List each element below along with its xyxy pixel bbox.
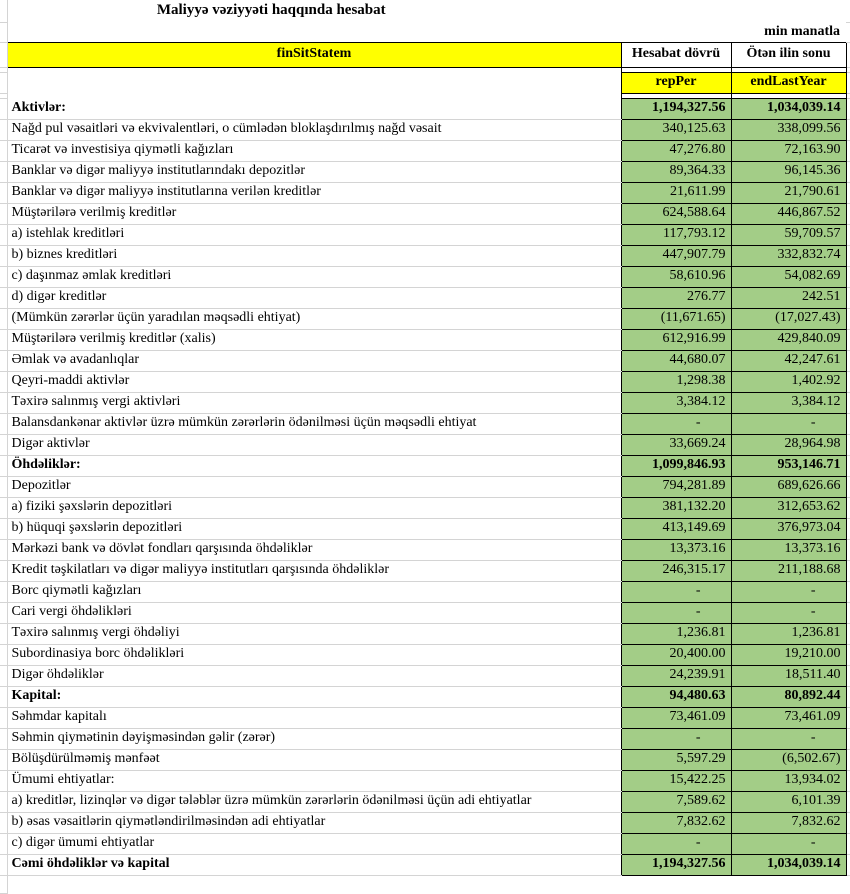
table-row (0, 644, 850, 665)
cell-end-of-last-year: 429,840.09 (731, 329, 846, 350)
row-label: c) daşınmaz əmlak kreditləri (7, 266, 621, 287)
header-reporting-period: Hesabat dövrü (621, 42, 731, 67)
table-row (0, 833, 850, 854)
cell-reporting-period: 340,125.63 (621, 119, 731, 140)
table-row (0, 560, 850, 581)
gutter-cell (0, 72, 7, 93)
cell-end-of-last-year: - (731, 413, 846, 434)
gutter-cell (0, 182, 7, 203)
gutter-cell (0, 749, 7, 770)
table-row (0, 602, 850, 623)
table-row (0, 728, 850, 749)
code-reporting-period: repPer (621, 72, 731, 93)
row-label: Öhdəliklər: (7, 455, 621, 476)
cell-end-of-last-year: 13,934.02 (731, 770, 846, 791)
edge-cell (846, 98, 850, 119)
table-row (0, 518, 850, 539)
table-row (0, 350, 850, 371)
table-row (0, 161, 850, 182)
cell-end-of-last-year: 446,867.52 (731, 203, 846, 224)
gutter-cell (0, 350, 7, 371)
gutter-cell (0, 287, 7, 308)
cell-end-of-last-year: 953,146.71 (731, 455, 846, 476)
edge-cell (846, 308, 850, 329)
edge-cell (846, 539, 850, 560)
cell-end-of-last-year: 96,145.36 (731, 161, 846, 182)
row-label: Digər aktivlər (7, 434, 621, 455)
cell-reporting-period: 89,364.33 (621, 161, 731, 182)
table-row (0, 455, 850, 476)
row-label: b) əsas vəsaitlərin qiymətləndirilməsindən adi ehtiyatlar (7, 812, 621, 833)
edge-cell (846, 245, 850, 266)
cell-reporting-period: 3,384.12 (621, 392, 731, 413)
table-row (0, 329, 850, 350)
table-row (0, 434, 850, 455)
table-row (0, 224, 850, 245)
row-label: Banklar və digər maliyyə institutlarındakı depozitlər (7, 161, 621, 182)
table-row (0, 308, 850, 329)
edge-cell (846, 350, 850, 371)
gutter-cell (0, 707, 7, 728)
cell-end-of-last-year: 3,384.12 (731, 392, 846, 413)
cell-end-of-last-year: 1,034,039.14 (731, 98, 846, 119)
table-row (0, 140, 850, 161)
gutter-cell (0, 245, 7, 266)
edge-cell (846, 119, 850, 140)
gutter-cell (0, 791, 7, 812)
cell-reporting-period: 1,298.38 (621, 371, 731, 392)
cell-reporting-period: 276.77 (621, 287, 731, 308)
cell-end-of-last-year: 689,626.66 (731, 476, 846, 497)
cell-end-of-last-year: 21,790.61 (731, 182, 846, 203)
title-row (0, 0, 850, 22)
edge-cell (846, 392, 850, 413)
gutter-cell (0, 833, 7, 854)
edge-cell (846, 203, 850, 224)
edge-cell (846, 476, 850, 497)
cell-reporting-period: 1,099,846.93 (621, 455, 731, 476)
cell-reporting-period: 7,832.62 (621, 812, 731, 833)
edge-cell (846, 770, 850, 791)
gutter-cell (0, 22, 7, 42)
table-row (0, 245, 850, 266)
edge-cell (846, 665, 850, 686)
cell-end-of-last-year: 73,461.09 (731, 707, 846, 728)
edge-cell (846, 728, 850, 749)
gutter-cell (0, 371, 7, 392)
row-label: a) kreditlər, lizinqlər və digər tələblər üzrə mümkün zərərlərin ödənilməsi üçün adi ehtiyatlar (7, 791, 621, 812)
header-statement-name: finSitStatem (7, 42, 621, 67)
edge-cell (846, 497, 850, 518)
header-rows (0, 0, 850, 98)
edge-cell (846, 329, 850, 350)
table-row (0, 791, 850, 812)
gutter-cell (0, 770, 7, 791)
row-label: Banklar və digər maliyyə institutlarına verilən kreditlər (7, 182, 621, 203)
cell-reporting-period: - (621, 602, 731, 623)
cell-end-of-last-year: 312,653.62 (731, 497, 846, 518)
gutter-cell (0, 203, 7, 224)
gutter-cell (0, 665, 7, 686)
gutter-cell (0, 98, 7, 119)
edge-cell (846, 791, 850, 812)
cell-end-of-last-year: 59,709.57 (731, 224, 846, 245)
edge-cell (846, 854, 850, 875)
row-label: Borc qiymətli kağızları (7, 581, 621, 602)
gutter-cell (0, 518, 7, 539)
cell-reporting-period: 33,669.24 (621, 434, 731, 455)
table-row (0, 413, 850, 434)
cell-reporting-period: 413,149.69 (621, 518, 731, 539)
cell-end-of-last-year: 338,099.56 (731, 119, 846, 140)
edge-cell (846, 72, 850, 93)
row-label: Qeyri-maddi aktivlər (7, 371, 621, 392)
gutter-cell (0, 266, 7, 287)
table-row (0, 287, 850, 308)
cell-reporting-period: - (621, 413, 731, 434)
edge-cell (846, 371, 850, 392)
edge-cell (846, 560, 850, 581)
table-row (0, 770, 850, 791)
table-row (0, 707, 850, 728)
cell-reporting-period: 612,916.99 (621, 329, 731, 350)
gutter-cell (0, 476, 7, 497)
edge-cell (846, 518, 850, 539)
table-row (0, 497, 850, 518)
edge-cell (846, 455, 850, 476)
row-label: Subordinasiya borc öhdəlikləri (7, 644, 621, 665)
row-label: Aktivlər: (7, 98, 621, 119)
gutter-cell (0, 42, 7, 67)
cell-end-of-last-year: - (731, 602, 846, 623)
header-end-of-last-year: Ötən ilin sonu (731, 42, 846, 67)
gutter-cell (0, 392, 7, 413)
row-label: Mərkəzi bank və dövlət fondları qarşısında öhdəliklər (7, 539, 621, 560)
cell-reporting-period: 94,480.63 (621, 686, 731, 707)
row-label: Ticarət və investisiya qiymətli kağızları (7, 140, 621, 161)
table-row (0, 182, 850, 203)
cell-reporting-period: 447,907.79 (621, 245, 731, 266)
cell-reporting-period: - (621, 728, 731, 749)
gutter-cell (0, 413, 7, 434)
row-label: Cari vergi öhdəlikləri (7, 602, 621, 623)
cell-reporting-period: 21,611.99 (621, 182, 731, 203)
edge-cell (846, 707, 850, 728)
code-row (0, 72, 850, 93)
row-label: a) istehlak kreditləri (7, 224, 621, 245)
edge-cell (846, 581, 850, 602)
cell-reporting-period: 117,793.12 (621, 224, 731, 245)
cell-end-of-last-year: - (731, 581, 846, 602)
cell-end-of-last-year: (6,502.67) (731, 749, 846, 770)
cell-reporting-period: 20,400.00 (621, 644, 731, 665)
cell-reporting-period: 24,239.91 (621, 665, 731, 686)
gutter-cell (0, 119, 7, 140)
cell-reporting-period: 1,194,327.56 (621, 98, 731, 119)
table-row (0, 476, 850, 497)
edge-cell (846, 140, 850, 161)
edge-cell (846, 42, 850, 67)
edge-cell (846, 812, 850, 833)
edge-cell (846, 22, 850, 42)
cell-end-of-last-year: 13,373.16 (731, 539, 846, 560)
cell-reporting-period: 246,315.17 (621, 560, 731, 581)
footer-rows (0, 875, 850, 893)
cell-end-of-last-year: 376,973.04 (731, 518, 846, 539)
gutter-cell (0, 854, 7, 875)
cell-reporting-period: 13,373.16 (621, 539, 731, 560)
table-row (0, 749, 850, 770)
cell-end-of-last-year: 1,402.92 (731, 371, 846, 392)
cell-reporting-period: 794,281.89 (621, 476, 731, 497)
gutter-cell (0, 161, 7, 182)
gutter-cell (0, 308, 7, 329)
gutter-cell (0, 623, 7, 644)
unit-row (0, 22, 850, 42)
row-label: Səhmdar kapitalı (7, 707, 621, 728)
row-label: Digər öhdəliklər (7, 665, 621, 686)
cell-end-of-last-year: 18,511.40 (731, 665, 846, 686)
row-label: Səhmin qiymətinin dəyişməsindən gəlir (zərər) (7, 728, 621, 749)
cell-reporting-period: 58,610.96 (621, 266, 731, 287)
gutter-cell (0, 686, 7, 707)
table-body (0, 98, 850, 875)
edge-cell (846, 833, 850, 854)
edge-cell (846, 266, 850, 287)
edge-cell (846, 413, 850, 434)
table-row (0, 581, 850, 602)
cell-end-of-last-year: 80,892.44 (731, 686, 846, 707)
table-row (0, 812, 850, 833)
cell-reporting-period: - (621, 581, 731, 602)
row-label: c) digər ümumi ehtiyatlar (7, 833, 621, 854)
row-label: Nağd pul vəsaitləri və ekvivalentləri, o cümlədən bloklaşdırılmış nağd vəsait (7, 119, 621, 140)
gutter-cell (0, 602, 7, 623)
code-end-of-last-year: endLastYear (731, 72, 846, 93)
row-label: b) biznes kreditləri (7, 245, 621, 266)
cell-reporting-period: 73,461.09 (621, 707, 731, 728)
row-label: (Mümkün zərərlər üçün yaradılan məqsədli ehtiyat) (7, 308, 621, 329)
edge-cell (846, 287, 850, 308)
cell-end-of-last-year: 72,163.90 (731, 140, 846, 161)
table-row (0, 623, 850, 644)
cell-end-of-last-year: 7,832.62 (731, 812, 846, 833)
gutter-cell (0, 644, 7, 665)
cell-end-of-last-year: (17,027.43) (731, 308, 846, 329)
gutter-cell (0, 455, 7, 476)
row-label: Kapital: (7, 686, 621, 707)
edge-cell (846, 161, 850, 182)
page-title: Maliyyə vəziyyəti haqqında hesabat (156, 2, 386, 19)
cell-end-of-last-year: - (731, 728, 846, 749)
table-row (0, 665, 850, 686)
gutter-cell (0, 560, 7, 581)
gutter-cell (0, 497, 7, 518)
edge-cell (846, 434, 850, 455)
table-row (0, 119, 850, 140)
cell-reporting-period: 44,680.07 (621, 350, 731, 371)
edge-cell (846, 686, 850, 707)
row-label: Cəmi öhdəliklər və kapital (7, 854, 621, 875)
table-row (0, 392, 850, 413)
edge-cell (846, 623, 850, 644)
edge-cell (846, 602, 850, 623)
row-label: Müştərilərə verilmiş kreditlər (7, 203, 621, 224)
gutter-cell (0, 140, 7, 161)
table-row (0, 539, 850, 560)
cell-reporting-period: 1,194,327.56 (621, 854, 731, 875)
cell-reporting-period: 624,588.64 (621, 203, 731, 224)
row-label: Əmlak və avadanlıqlar (7, 350, 621, 371)
row-label: b) hüquqi şəxslərin depozitləri (7, 518, 621, 539)
cell-end-of-last-year: 19,210.00 (731, 644, 846, 665)
row-label: d) digər kreditlər (7, 287, 621, 308)
bottom-filler-row (0, 875, 850, 893)
cell-end-of-last-year: 42,247.61 (731, 350, 846, 371)
cell-reporting-period: 7,589.62 (621, 791, 731, 812)
cell-reporting-period: - (621, 833, 731, 854)
cell-reporting-period: 5,597.29 (621, 749, 731, 770)
row-label: Balansdankənar aktivlər üzrə mümkün zərərlərin ödənilməsi üçün məqsədli ehtiyat (7, 413, 621, 434)
gutter-cell (0, 224, 7, 245)
cell-end-of-last-year: - (731, 833, 846, 854)
gutter-cell (0, 329, 7, 350)
cell-reporting-period: (11,671.65) (621, 308, 731, 329)
edge-cell (846, 182, 850, 203)
row-label: Ümumi ehtiyatlar: (7, 770, 621, 791)
cell-end-of-last-year: 54,082.69 (731, 266, 846, 287)
row-label: Kredit təşkilatları və digər maliyyə institutları qarşısında öhdəliklər (7, 560, 621, 581)
cell-end-of-last-year: 28,964.98 (731, 434, 846, 455)
gutter-cell (0, 812, 7, 833)
cell-end-of-last-year: 332,832.74 (731, 245, 846, 266)
edge-cell (846, 749, 850, 770)
cell-reporting-period: 1,236.81 (621, 623, 731, 644)
unit-note: min manatla (764, 23, 840, 39)
gutter-cell (0, 728, 7, 749)
table-row (0, 98, 850, 119)
cell-end-of-last-year: 1,034,039.14 (731, 854, 846, 875)
column-header-row (0, 42, 850, 67)
row-label: Təxirə salınmış vergi aktivləri (7, 392, 621, 413)
cell-end-of-last-year: 211,188.68 (731, 560, 846, 581)
table-row (0, 854, 850, 875)
row-label: Təxirə salınmış vergi öhdəliyi (7, 623, 621, 644)
cell-end-of-last-year: 242.51 (731, 287, 846, 308)
cell-reporting-period: 47,276.80 (621, 140, 731, 161)
gutter-cell (0, 0, 7, 22)
edge-cell (846, 224, 850, 245)
table-row (0, 371, 850, 392)
gutter-cell (0, 581, 7, 602)
row-label: Bölüşdürülməmiş mənfəət (7, 749, 621, 770)
table-row (0, 266, 850, 287)
edge-cell (846, 644, 850, 665)
cell-end-of-last-year: 6,101.39 (731, 791, 846, 812)
gutter-cell (0, 434, 7, 455)
row-label: a) fiziki şəxslərin depozitləri (7, 497, 621, 518)
cell-reporting-period: 15,422.25 (621, 770, 731, 791)
edge-cell (846, 0, 850, 22)
row-label: Depozitlər (7, 476, 621, 497)
gutter-cell (0, 539, 7, 560)
table-row (0, 686, 850, 707)
cell-end-of-last-year: 1,236.81 (731, 623, 846, 644)
row-label: Müştərilərə verilmiş kreditlər (xalis) (7, 329, 621, 350)
table-row (0, 203, 850, 224)
cell-reporting-period: 381,132.20 (621, 497, 731, 518)
